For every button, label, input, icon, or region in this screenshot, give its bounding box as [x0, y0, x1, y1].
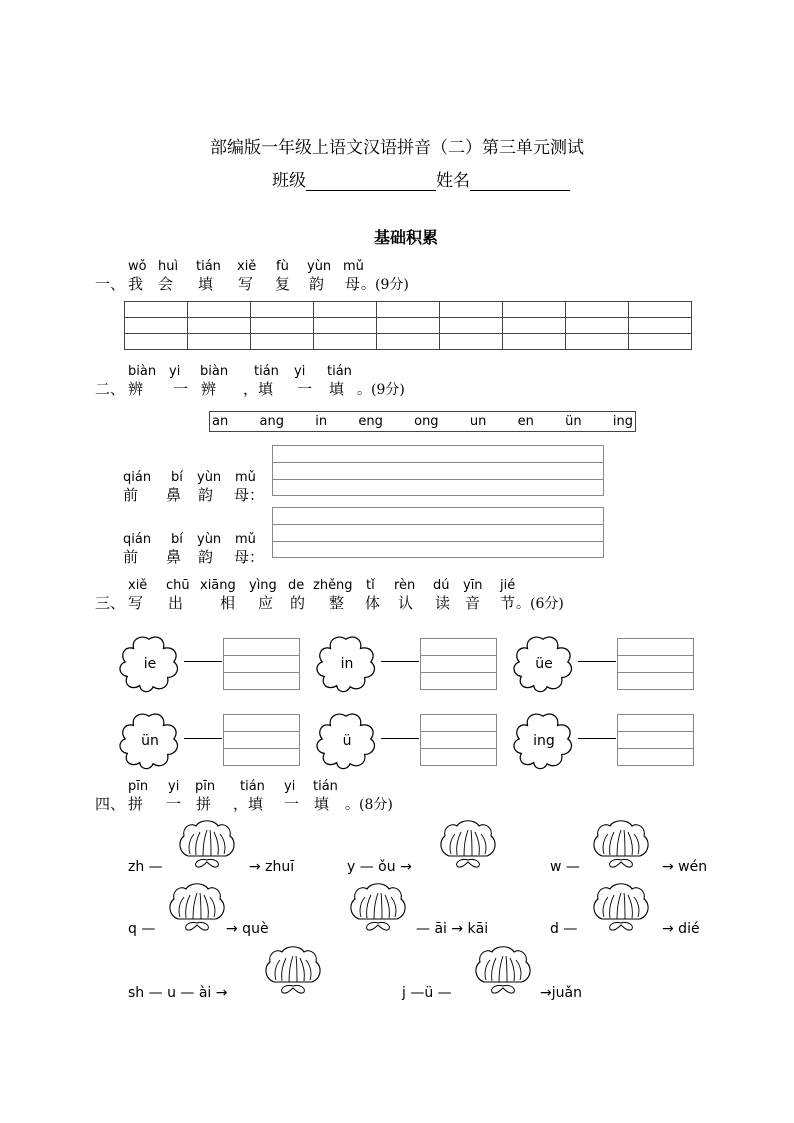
pinyin: mǔ: [343, 259, 364, 274]
char: 一: [284, 795, 300, 813]
pinyin: biàn: [200, 364, 229, 379]
shell-icon[interactable]: [164, 881, 230, 937]
pinyin: xiě: [237, 259, 257, 274]
shell-icon[interactable]: [588, 818, 654, 874]
flower-label: in: [340, 656, 354, 672]
char: 韵: [309, 275, 325, 293]
flower-label: ie: [143, 656, 157, 672]
connector-line: [578, 661, 616, 662]
char: 体: [365, 594, 381, 612]
char: 拼: [128, 795, 144, 813]
answer-box-ing[interactable]: [617, 714, 694, 766]
pinyin: yi: [169, 364, 181, 379]
pinyin: tián: [240, 779, 265, 794]
pinyin: bí: [171, 532, 183, 547]
char: 母：: [234, 486, 265, 504]
final-letter: un: [469, 414, 487, 429]
flower-label: ing: [533, 733, 555, 749]
connector-line: [184, 738, 222, 739]
pinyin: xiāng: [200, 578, 236, 593]
char: 复: [275, 275, 291, 293]
pinyin: huì: [158, 259, 179, 274]
shell-icon[interactable]: [345, 881, 411, 937]
pinyin: pīn: [195, 779, 216, 794]
equation-text: zh —: [128, 859, 163, 875]
shell-icon[interactable]: [588, 881, 654, 937]
char: 填: [198, 275, 214, 293]
equation-text: → zhuī: [249, 859, 295, 875]
char: ，填: [233, 795, 264, 813]
pinyin: yi: [168, 779, 180, 794]
char: 写: [128, 594, 144, 612]
q1-writing-grid[interactable]: [124, 301, 692, 350]
flower-in: [315, 633, 377, 695]
char: 辨: [128, 380, 144, 398]
pinyin: pīn: [128, 779, 149, 794]
section-heading: 基础积累: [373, 228, 438, 247]
char: 填: [329, 380, 345, 398]
char: 鼻: [166, 486, 182, 504]
equation-text: → wén: [662, 859, 708, 875]
name-blank[interactable]: [470, 174, 570, 191]
flower-label: ü: [342, 733, 352, 749]
equation-text: → què: [226, 921, 269, 937]
q3-question: [95, 592, 564, 613]
char: 音: [465, 594, 481, 612]
pinyin: yi: [284, 779, 296, 794]
shell-icon[interactable]: [435, 818, 501, 874]
shell-icon[interactable]: [470, 944, 536, 1000]
pinyin: yìng: [249, 578, 277, 593]
score: 。(6分): [516, 596, 564, 612]
char: 认: [398, 594, 414, 612]
pinyin: yùn: [197, 470, 222, 485]
pinyin: mǔ: [235, 470, 256, 485]
final-letter: eng: [358, 414, 383, 429]
q2-question: [95, 378, 405, 399]
flower-label: üe: [535, 656, 553, 672]
char: 拼: [196, 795, 212, 813]
answer-box-un[interactable]: [223, 714, 300, 766]
pinyin: xiě: [128, 578, 148, 593]
connector-line: [184, 661, 222, 662]
flower-un: [118, 710, 180, 772]
char: 会: [158, 275, 174, 293]
char: 我: [128, 275, 144, 293]
char: ，填: [243, 380, 274, 398]
page-title: 部编版一年级上语文汉语拼音（二）第三单元测试: [210, 138, 584, 158]
student-info: [272, 166, 570, 191]
q4-question: [95, 793, 393, 814]
char: 应: [258, 594, 274, 612]
q1-question: [95, 273, 409, 294]
final-letter: en: [517, 414, 534, 429]
equation-text: y — ǒu →: [347, 859, 412, 875]
class-blank[interactable]: [306, 174, 436, 191]
char: 前: [123, 486, 139, 504]
pinyin: qián: [123, 532, 152, 547]
pinyin: tián: [254, 364, 279, 379]
equation-text: q —: [128, 921, 156, 937]
question-number: 二、: [95, 380, 126, 398]
char: 前: [123, 548, 139, 566]
pinyin: yīn: [463, 578, 483, 593]
connector-line: [381, 738, 419, 739]
answer-lines-2[interactable]: [272, 507, 604, 558]
pinyin: tǐ: [366, 578, 375, 593]
flower-ue: [512, 633, 574, 695]
char: 辨: [201, 380, 217, 398]
answer-box-u[interactable]: [420, 714, 497, 766]
pinyin: dú: [433, 578, 450, 593]
char: 写: [238, 275, 254, 293]
pinyin: yi: [294, 364, 306, 379]
final-letter: ing: [612, 414, 633, 429]
pinyin: tián: [313, 779, 338, 794]
pinyin: chū: [166, 578, 190, 593]
score: 。(8分): [345, 797, 393, 813]
char: 韵: [198, 486, 214, 504]
char: 读: [435, 594, 451, 612]
answer-box-ie[interactable]: [223, 638, 300, 690]
char: 母: [345, 275, 361, 293]
char: 韵: [198, 548, 214, 566]
pinyin: qián: [123, 470, 152, 485]
flower-ing: [512, 710, 574, 772]
flower-u: [315, 710, 377, 772]
char: 填: [314, 795, 330, 813]
name-label: 姓名: [436, 171, 470, 191]
char: 一: [166, 795, 182, 813]
char: 的: [290, 594, 306, 612]
equation-text: j —ü —: [402, 985, 452, 1001]
equation-text: →juǎn: [540, 985, 582, 1001]
pinyin: wǒ: [128, 259, 147, 274]
pinyin: bí: [171, 470, 183, 485]
equation-text: → dié: [662, 921, 700, 937]
answer-box-ue[interactable]: [617, 638, 694, 690]
answer-lines-1[interactable]: [272, 445, 604, 496]
char: 一: [297, 380, 313, 398]
char: 鼻: [166, 548, 182, 566]
pinyin: tián: [196, 259, 221, 274]
pinyin: yùn: [307, 259, 332, 274]
question-number: 三、: [95, 594, 126, 612]
answer-box-in[interactable]: [420, 638, 497, 690]
pinyin: tián: [327, 364, 352, 379]
final-letter: ang: [259, 414, 284, 429]
question-number: 四、: [95, 795, 126, 813]
connector-line: [578, 738, 616, 739]
pinyin: yùn: [197, 532, 222, 547]
shell-icon[interactable]: [260, 944, 326, 1000]
connector-line: [381, 661, 419, 662]
score: 。(9分): [361, 277, 409, 293]
char: 节: [500, 594, 516, 612]
class-label: 班级: [272, 171, 306, 191]
char: 出: [168, 594, 184, 612]
question-number: 一、: [95, 275, 126, 293]
pinyin: zhěng: [313, 578, 353, 593]
shell-icon[interactable]: [174, 818, 240, 874]
char: 相: [220, 594, 236, 612]
pinyin: jié: [500, 578, 516, 593]
char: 整: [329, 594, 345, 612]
final-letter: ong: [414, 414, 439, 429]
final-letter: an: [212, 414, 229, 429]
pinyin: mǔ: [235, 532, 256, 547]
flower-ie: [118, 633, 180, 695]
pinyin: de: [288, 578, 305, 593]
pinyin: fù: [276, 259, 289, 274]
equation-text: d —: [550, 921, 578, 937]
char: 一: [173, 380, 189, 398]
char: 母：: [234, 548, 265, 566]
equation-text: sh — u — ài →: [128, 985, 228, 1001]
pinyin: rèn: [394, 578, 416, 593]
score: 。(9分): [357, 382, 405, 398]
equation-text: — āi → kāi: [416, 921, 489, 937]
pinyin: biàn: [128, 364, 157, 379]
finals-bank: [209, 411, 636, 432]
final-letter: in: [315, 414, 328, 429]
final-letter: ün: [565, 414, 582, 429]
equation-text: w —: [550, 859, 580, 875]
flower-label: ün: [141, 733, 159, 749]
